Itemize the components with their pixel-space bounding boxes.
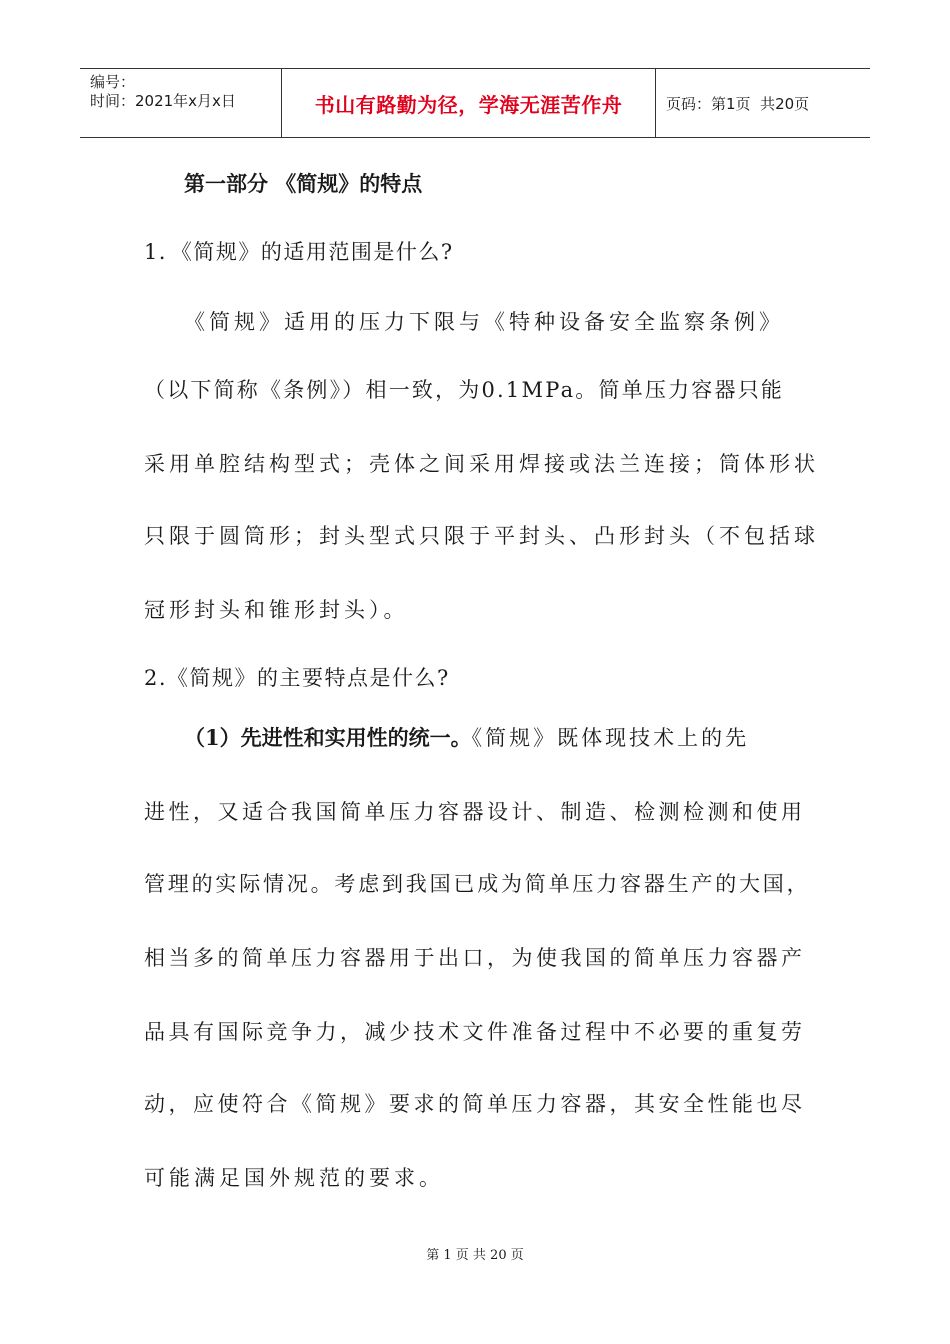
header-meta xyxy=(80,69,282,137)
paragraph-2-line: 可能满足国外规范的要求。 xyxy=(144,1166,444,1190)
document-number-label: 编号： xyxy=(90,73,136,91)
paragraph-2-text: 《简规》既体现技术上的先 xyxy=(471,726,750,750)
paragraph-1-line: 《简规》适用的压力下限与《特种设备安全监察条例》 xyxy=(184,310,784,334)
header-motto-cell xyxy=(282,69,656,137)
feature-heading: （1）先进性和实用性的统一。 xyxy=(184,725,472,750)
document-time-label: 时间：2021年x月x日 xyxy=(90,92,236,110)
question-2: 2.《简规》的主要特点是什么? xyxy=(144,666,450,690)
paragraph-1-line: 只限于圆筒形；封头型式只限于平封头、凸形封头（不包括球 xyxy=(144,524,819,548)
paragraph-1-line: 冠形封头和锥形封头）。 xyxy=(144,598,409,622)
page-footer: 第 1 页 共 20 页 xyxy=(426,1248,524,1263)
header-motto: 书山有路勤为径，学海无涯苦作舟 xyxy=(314,92,623,117)
paragraph-2-line: 相当多的简单压力容器用于出口，为使我国的简单压力容器产 xyxy=(144,946,806,970)
paragraph-2-line: 品具有国际竞争力，减少技术文件准备过程中不必要的重复劳 xyxy=(144,1020,806,1044)
paragraph-1-line: （以下简称《条例》）相一致，为0.1MPa。简单压力容器只能 xyxy=(144,378,785,402)
page-header xyxy=(80,68,870,138)
paragraph-1-line: 采用单腔结构型式；壳体之间采用焊接或法兰连接；筒体形状 xyxy=(144,452,819,476)
paragraph-2-line: 动，应使符合《简规》要求的简单压力容器，其安全性能也尽 xyxy=(144,1092,806,1116)
paragraph-2-line: 管理的实际情况。考虑到我国已成为简单压力容器生产的大国， xyxy=(144,872,811,896)
header-page-code: 页码：第1页 共20页 xyxy=(666,94,810,113)
paragraph-2-line: 进性，又适合我国简单压力容器设计、制造、检测检测和使用 xyxy=(144,800,806,824)
question-1: 1．《简规》的适用范围是什么? xyxy=(144,240,454,264)
paragraph-2-first-line xyxy=(184,722,749,752)
section-title: 第一部分 《简规》的特点 xyxy=(184,171,423,196)
